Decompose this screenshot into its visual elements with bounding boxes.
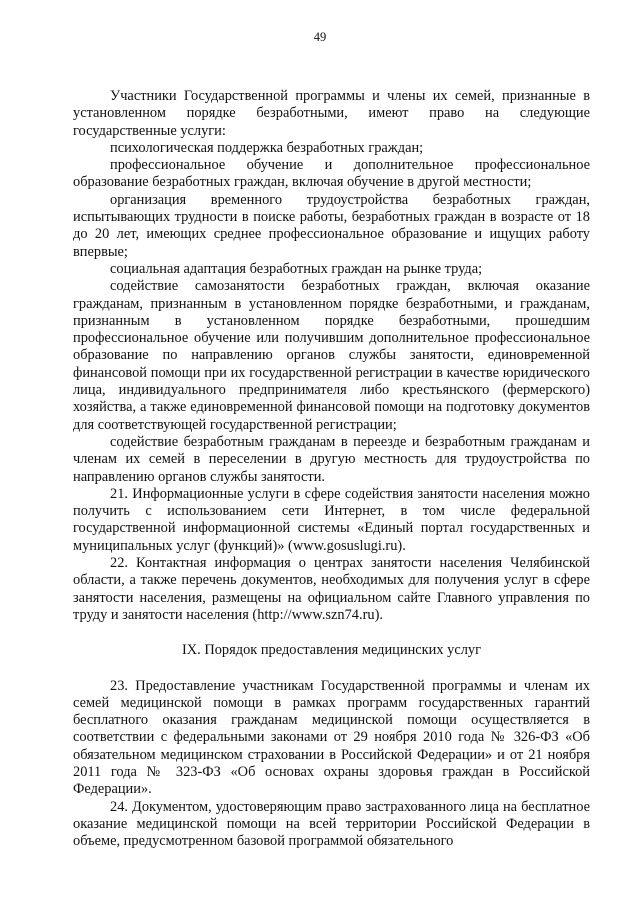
section-heading: IX. Порядок предоставления медицинских услуг: [181, 642, 482, 659]
document-body: [73, 88, 590, 850]
paragraph-intro: Участники Государственной программы и члены их семей, признанные в установленном порядке безработными, имеют право на следующие государственные услуги:: [73, 88, 590, 139]
paragraph-21: 21. Информационные услуги в сфере содействия занятости населения можно получить с использованием сети Интернет, в том числе федеральной государственной информационной системы «Единый портал государственных и муниципальных услуг (функций)» (www.gosuslugi.ru).: [73, 485, 590, 554]
paragraph-23: 23. Предоставление участникам Государственной программы и членам их семей медицинской помощи в рамках программ государственных гарантий бесплатного оказания гражданам медицинской помощи осуществляется в соответствии с федеральными законами от 29 ноября 2010 года № 326-ФЗ «Об обязательном медицинском страховании в Российской Федерации» и от 21 ноября 2011 года № 323-ФЗ «Об основах охраны здоровья граждан в Российской Федерации».: [73, 677, 590, 798]
list-item-temporary-employment: организация временного трудоустройства безработных граждан, испытывающих трудности в поиске работы, безработных граждан в возрасте от 18 до 20 лет, имеющих среднее профессиональное образование и ищущих работу впервые;: [73, 191, 590, 260]
list-item-social-adaptation: социальная адаптация безработных граждан на рынке труда;: [110, 260, 483, 277]
list-item-professional-training: профессиональное обучение и дополнительное профессиональное образование безработных граждан, включая обучение в другой местности;: [73, 157, 590, 191]
list-item-psychological-support: психологическая поддержка безработных граждан;: [110, 139, 424, 156]
paragraph-24: 24. Документом, удостоверяющим право застрахованного лица на бесплатное оказание медицинской помощи на всей территории Российской Федерации в объеме, предусмотренном базовой программой обязательного: [73, 798, 590, 850]
list-item-self-employment: содействие самозанятости безработных граждан, включая оказание гражданам, признанным в установленном порядке безработными, и гражданам, признанным в установленном порядке безработными, прошедшим профессиональное обучение или получившим дополнительное профессиональное образование по направлению органов службы занятости, единовременной финансовой помощи при их государственной регистрации в качестве юридического лица, индивидуального предпринимателя либо крестьянского (фермерского) хозяйства, а также единовременной финансовой помощи на подготовку документов для соответствующей государственной регистрации;: [73, 278, 590, 433]
page-number: 49: [313, 30, 327, 44]
list-item-relocation: содействие безработным гражданам в переезде и безработным гражданам и членам их семей в переселении в другую местность для трудоустройства по направлению органов службы занятости.: [73, 433, 590, 485]
paragraph-22: 22. Контактная информация о центрах занятости населения Челябинской области, а также перечень документов, необходимых для получения услуг в сфере занятости населения, размещены на официальном сайте Главного управления по труду и занятости населения (http://www.szn74.ru).: [73, 555, 590, 623]
